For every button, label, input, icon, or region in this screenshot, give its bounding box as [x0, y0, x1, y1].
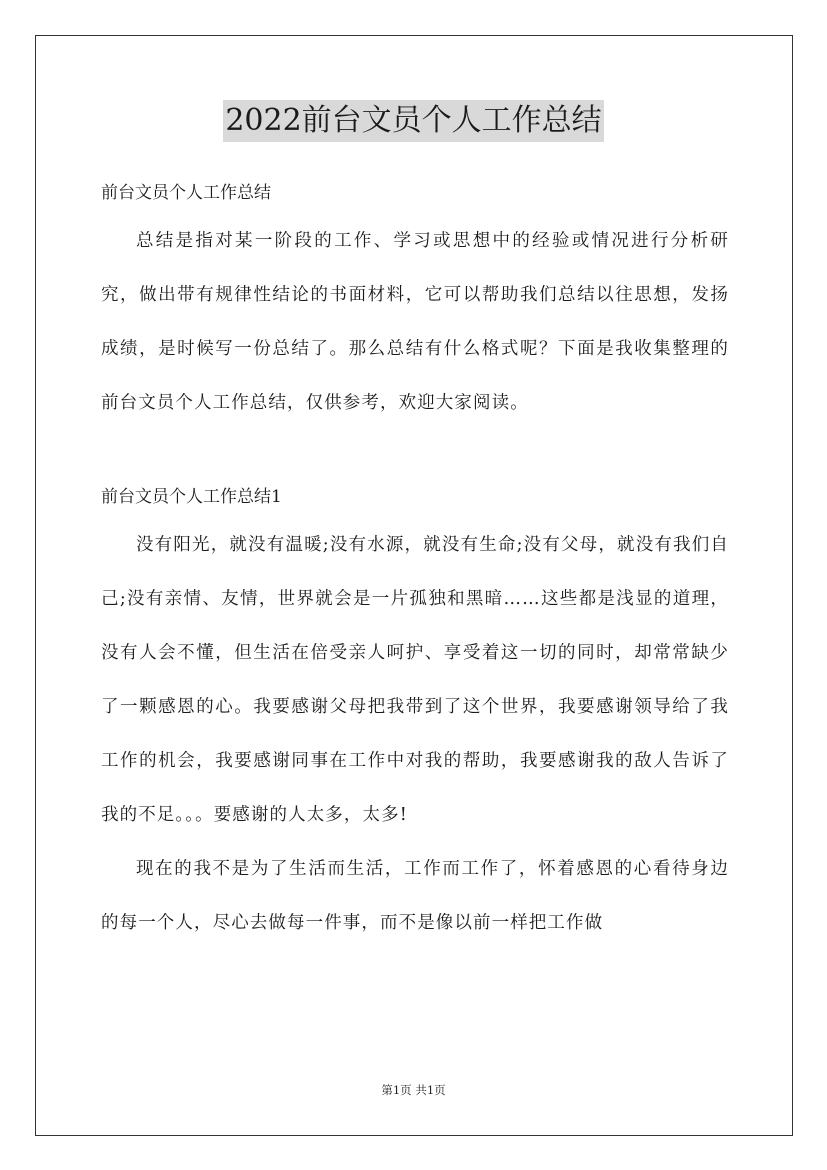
- title-container: [0, 100, 827, 142]
- section-spacer: [101, 430, 729, 476]
- page-footer: 第1页 共1页: [381, 1083, 446, 1097]
- section-heading: 前台文员个人工作总结: [101, 183, 271, 203]
- intro-paragraph: 总结是指对某一阶段的工作、学习或思想中的经验或情况进行分析研究，做出带有规律性结论的书面材料，它可以帮助我们总结以往思想，发扬成绩，是时候写一份总结了。那么总结有什么格式呢？下面是我收集整理的前台文员个人工作总结，仅供参考，欢迎大家阅读。: [101, 231, 729, 413]
- document-body: [101, 172, 729, 950]
- section-heading: 前台文员个人工作总结1: [101, 487, 282, 507]
- body-paragraph: 现在的我不是为了生活而生活，工作而工作了，怀着感恩的心看待身边的每一个人，尽心去做每一件事，而不是像以前一样把工作做: [101, 859, 729, 933]
- body-paragraph: 没有阳光，就没有温暖;没有水源，就没有生命;没有父母，就没有我们自己;没有亲情、友情，世界就会是一片孤独和黑暗……这些都是浅显的道理，没有人会不懂，但生活在倍受亲人呵护、享受着这一切的同时，却常常缺少了一颗感恩的心。我要感谢父母把我带到了这个世界，我要感谢领导给了我工作的机会，我要感谢同事在工作中对我的帮助，我要感谢我的敌人告诉了我的不足。。。要感谢的人太多，太多!: [101, 535, 729, 825]
- document-title: 2022前台文员个人工作总结: [223, 100, 603, 142]
